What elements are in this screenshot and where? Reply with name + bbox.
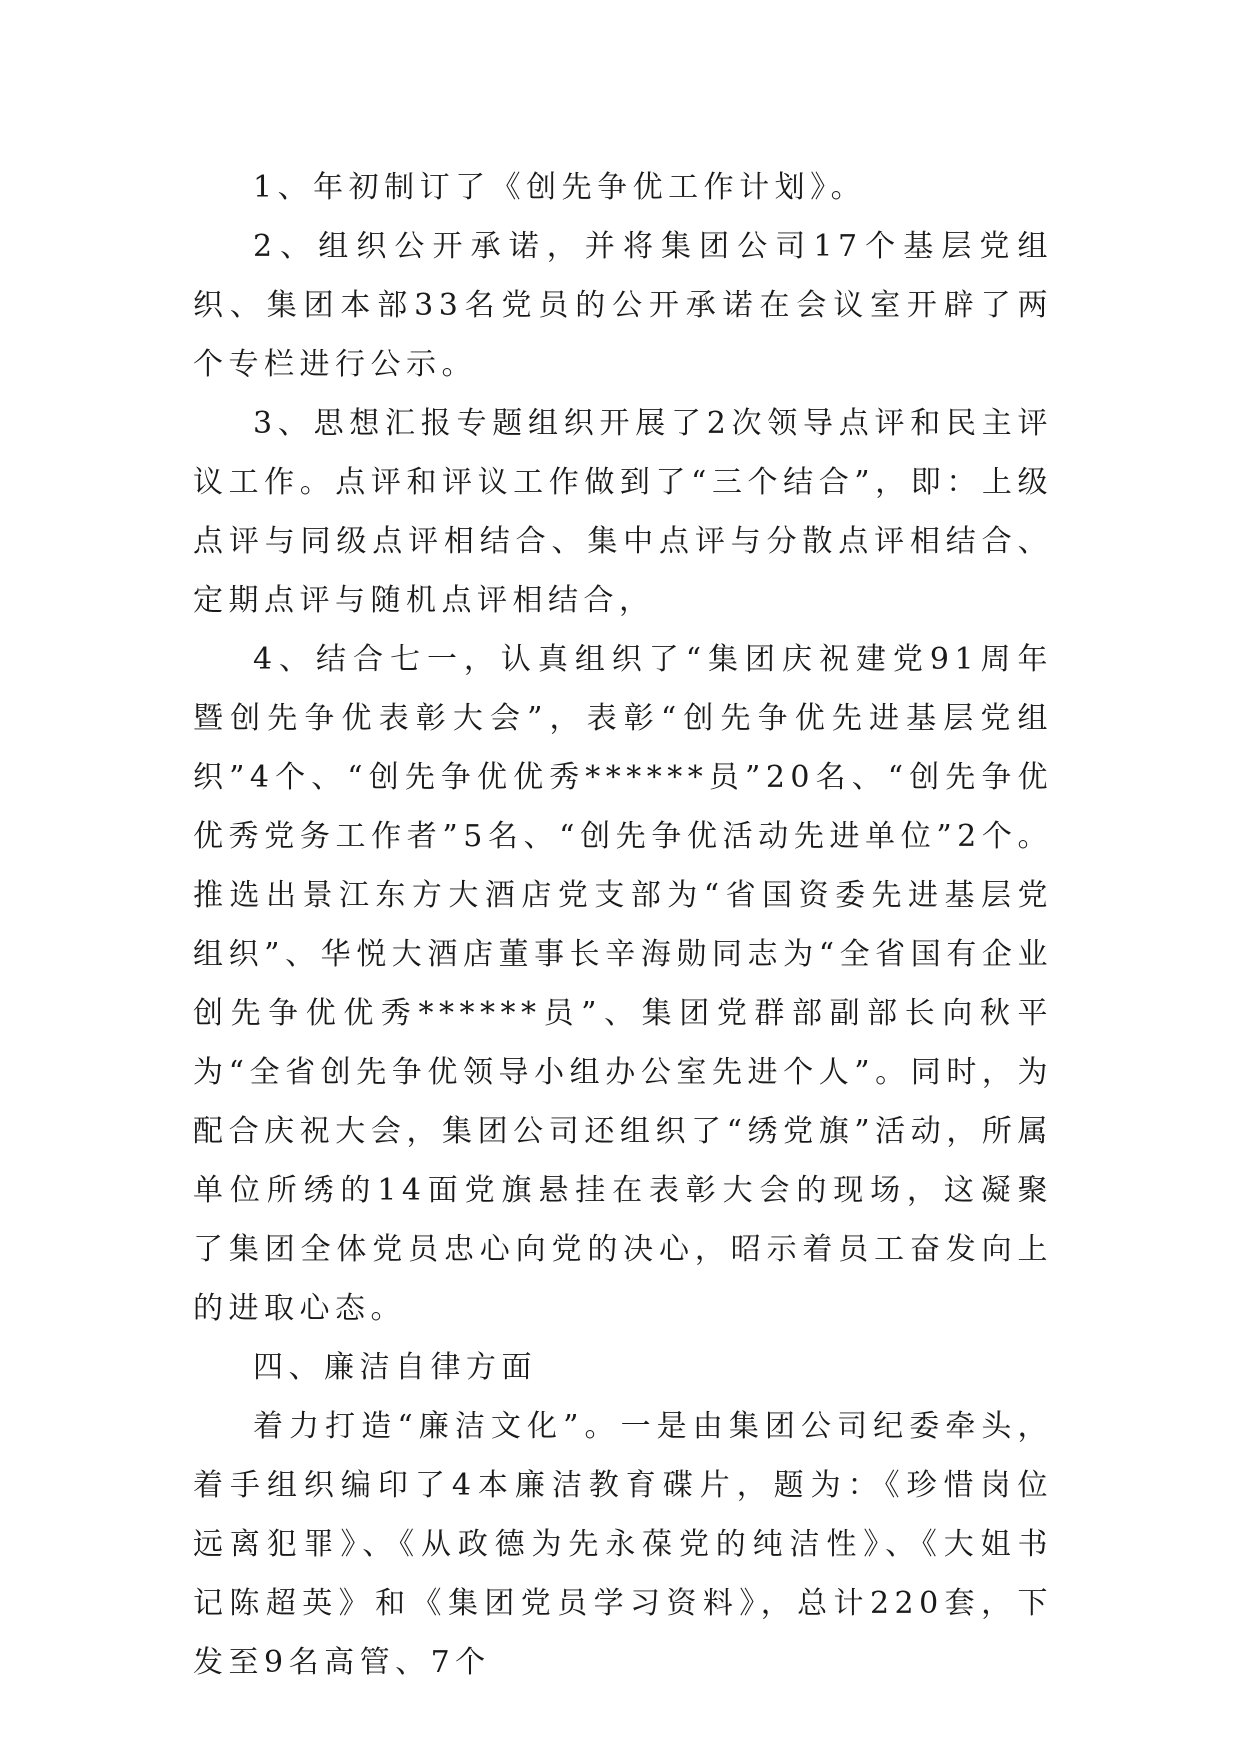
section-heading-4: 四、廉洁自律方面 xyxy=(253,1350,537,1385)
paragraph-clean-culture: 着力打造“廉洁文化”。一是由集团公司纪委牵头，着手组织编印了4本廉洁教育碟片，题为：《珍惜岗位远离犯罪》、《从政德为先永葆党的纯洁性》、《大姐书记陈超英》和《集团党员学习资料》，总计220套，下发至9名高管、7个 xyxy=(193,1409,1053,1680)
paragraph-item-4: 4、结合七一，认真组织了“集团庆祝建党91周年暨创先争优表彰大会”，表彰“创先争优先进基层党组织”4个、“创先争优优秀******员”20名、“创先争优优秀党务工作者”5名、“创先争优活动先进单位”2个。推选出景江东方大酒店党支部为“省国资委先进基层党组织”、华悦大酒店董事长辛海勋同志为“全省国有企业创先争优优秀******员”、集团党群部副部长向秋平为“全省创先争优领导小组办公室先进个人”。同时，为配合庆祝大会，集团公司还组织了“绣党旗”活动，所属单位所绣的14面党旗悬挂在表彰大会的现场，这凝聚了集团全体党员忠心向党的决心，昭示着员工奋发向上的进取心态。 xyxy=(193,642,1053,1326)
paragraph-item-1: 1、年初制订了《创先争优工作计划》。 xyxy=(253,170,867,205)
document-page xyxy=(193,158,1053,1692)
paragraph-item-3: 3、思想汇报专题组织开展了2次领导点评和民主评议工作。点评和评议工作做到了“三个结合”，即：上级点评与同级点评相结合、集中点评与分散点评相结合、定期点评与随机点评相结合， xyxy=(193,406,1053,618)
paragraph-item-2: 2、组织公开承诺，并将集团公司17个基层党组织、集团本部33名党员的公开承诺在会议室开辟了两个专栏进行公示。 xyxy=(193,229,1053,382)
